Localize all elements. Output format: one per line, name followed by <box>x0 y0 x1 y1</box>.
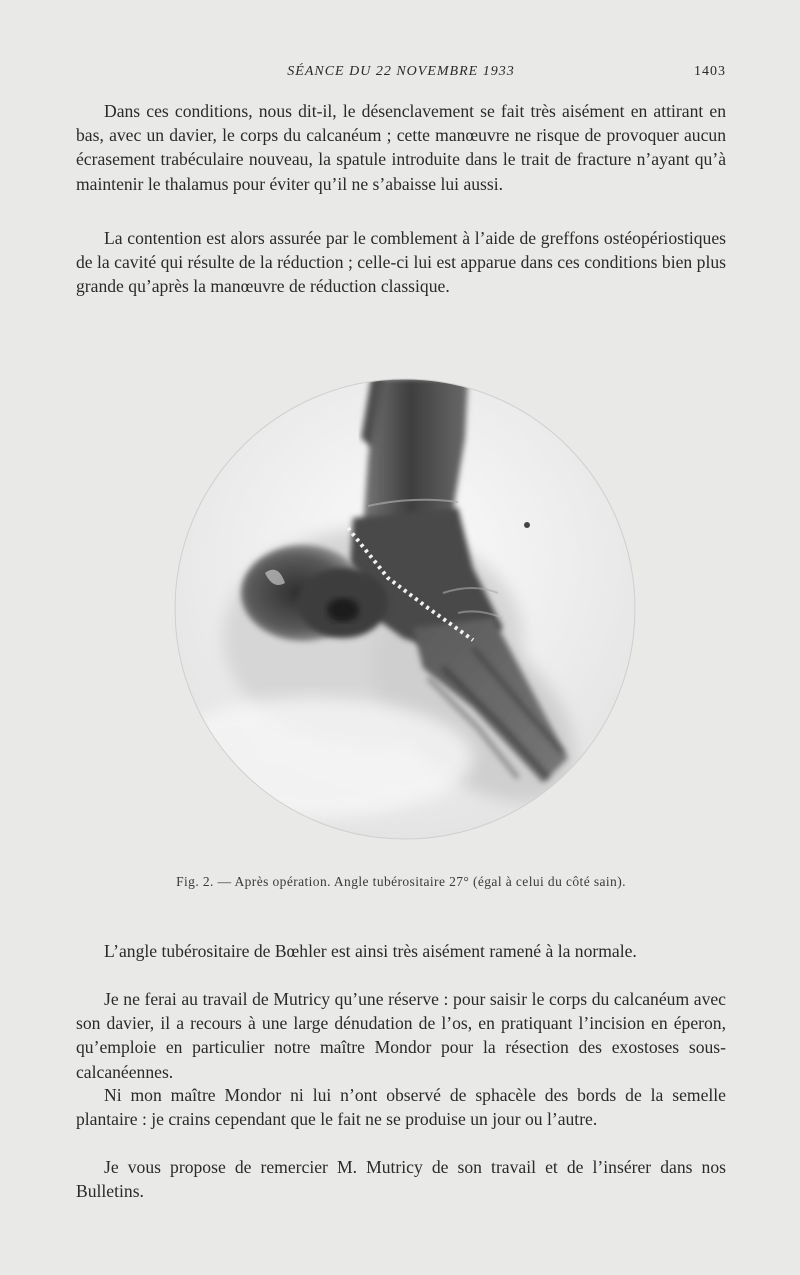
radiograph-figure <box>173 378 637 840</box>
running-head-title: SÉANCE DU 22 NOVEMBRE 1933 <box>287 64 515 79</box>
paragraph: La contention est alors assurée par le comblement à l’aide de greffons ostéopériostiques de la cavité qui résulte de la réduction ; celle-ci lui est apparue dans ces conditions bien plus grande qu’après la manœuvre de réduction classique. <box>76 228 726 297</box>
paragraph: Ni mon maître Mondor ni lui n’ont observé de sphacèle des bords de la semelle plantaire : je crains cependant que le fait ne se produise un jour ou l’autre. <box>76 1085 726 1130</box>
paragraph: Dans ces conditions, nous dit-il, le désenclavement se fait très aisément en attirant en bas, avec un davier, le corps du calcanéum ; cette manœuvre ne risque de provoquer aucun écrasement trabéculaire nouveau, la spatule introduite dans le trait de fracture n’ayant qu’à maintenir le thalamus pour éviter qu’il ne s’abaisse lui aussi. <box>76 101 726 194</box>
paragraph: Je vous propose de remercier M. Mutricy de son travail et de l’insérer dans nos Bulletins. <box>76 1157 726 1202</box>
page-number: 1403 <box>694 64 726 79</box>
paragraph: Je ne ferai au travail de Mutricy qu’une réserve : pour saisir le corps du calcanéum avec son davier, il a recours à une large dénudation de l’os, en pratiquant l’incision en éperon, qu’emploie en particulier notre maître Mondor pour la résection des exostoses sous-calcanéennes. <box>76 989 726 1082</box>
paragraph: L’angle tubérositaire de Bœhler est ainsi très aisément ramené à la normale. <box>104 941 637 961</box>
figure-caption: Fig. 2. — Après opération. Angle tubérositaire 27° (égal à celui du côté sain). <box>176 874 626 889</box>
running-head <box>76 64 726 86</box>
radiograph-image <box>173 378 637 840</box>
